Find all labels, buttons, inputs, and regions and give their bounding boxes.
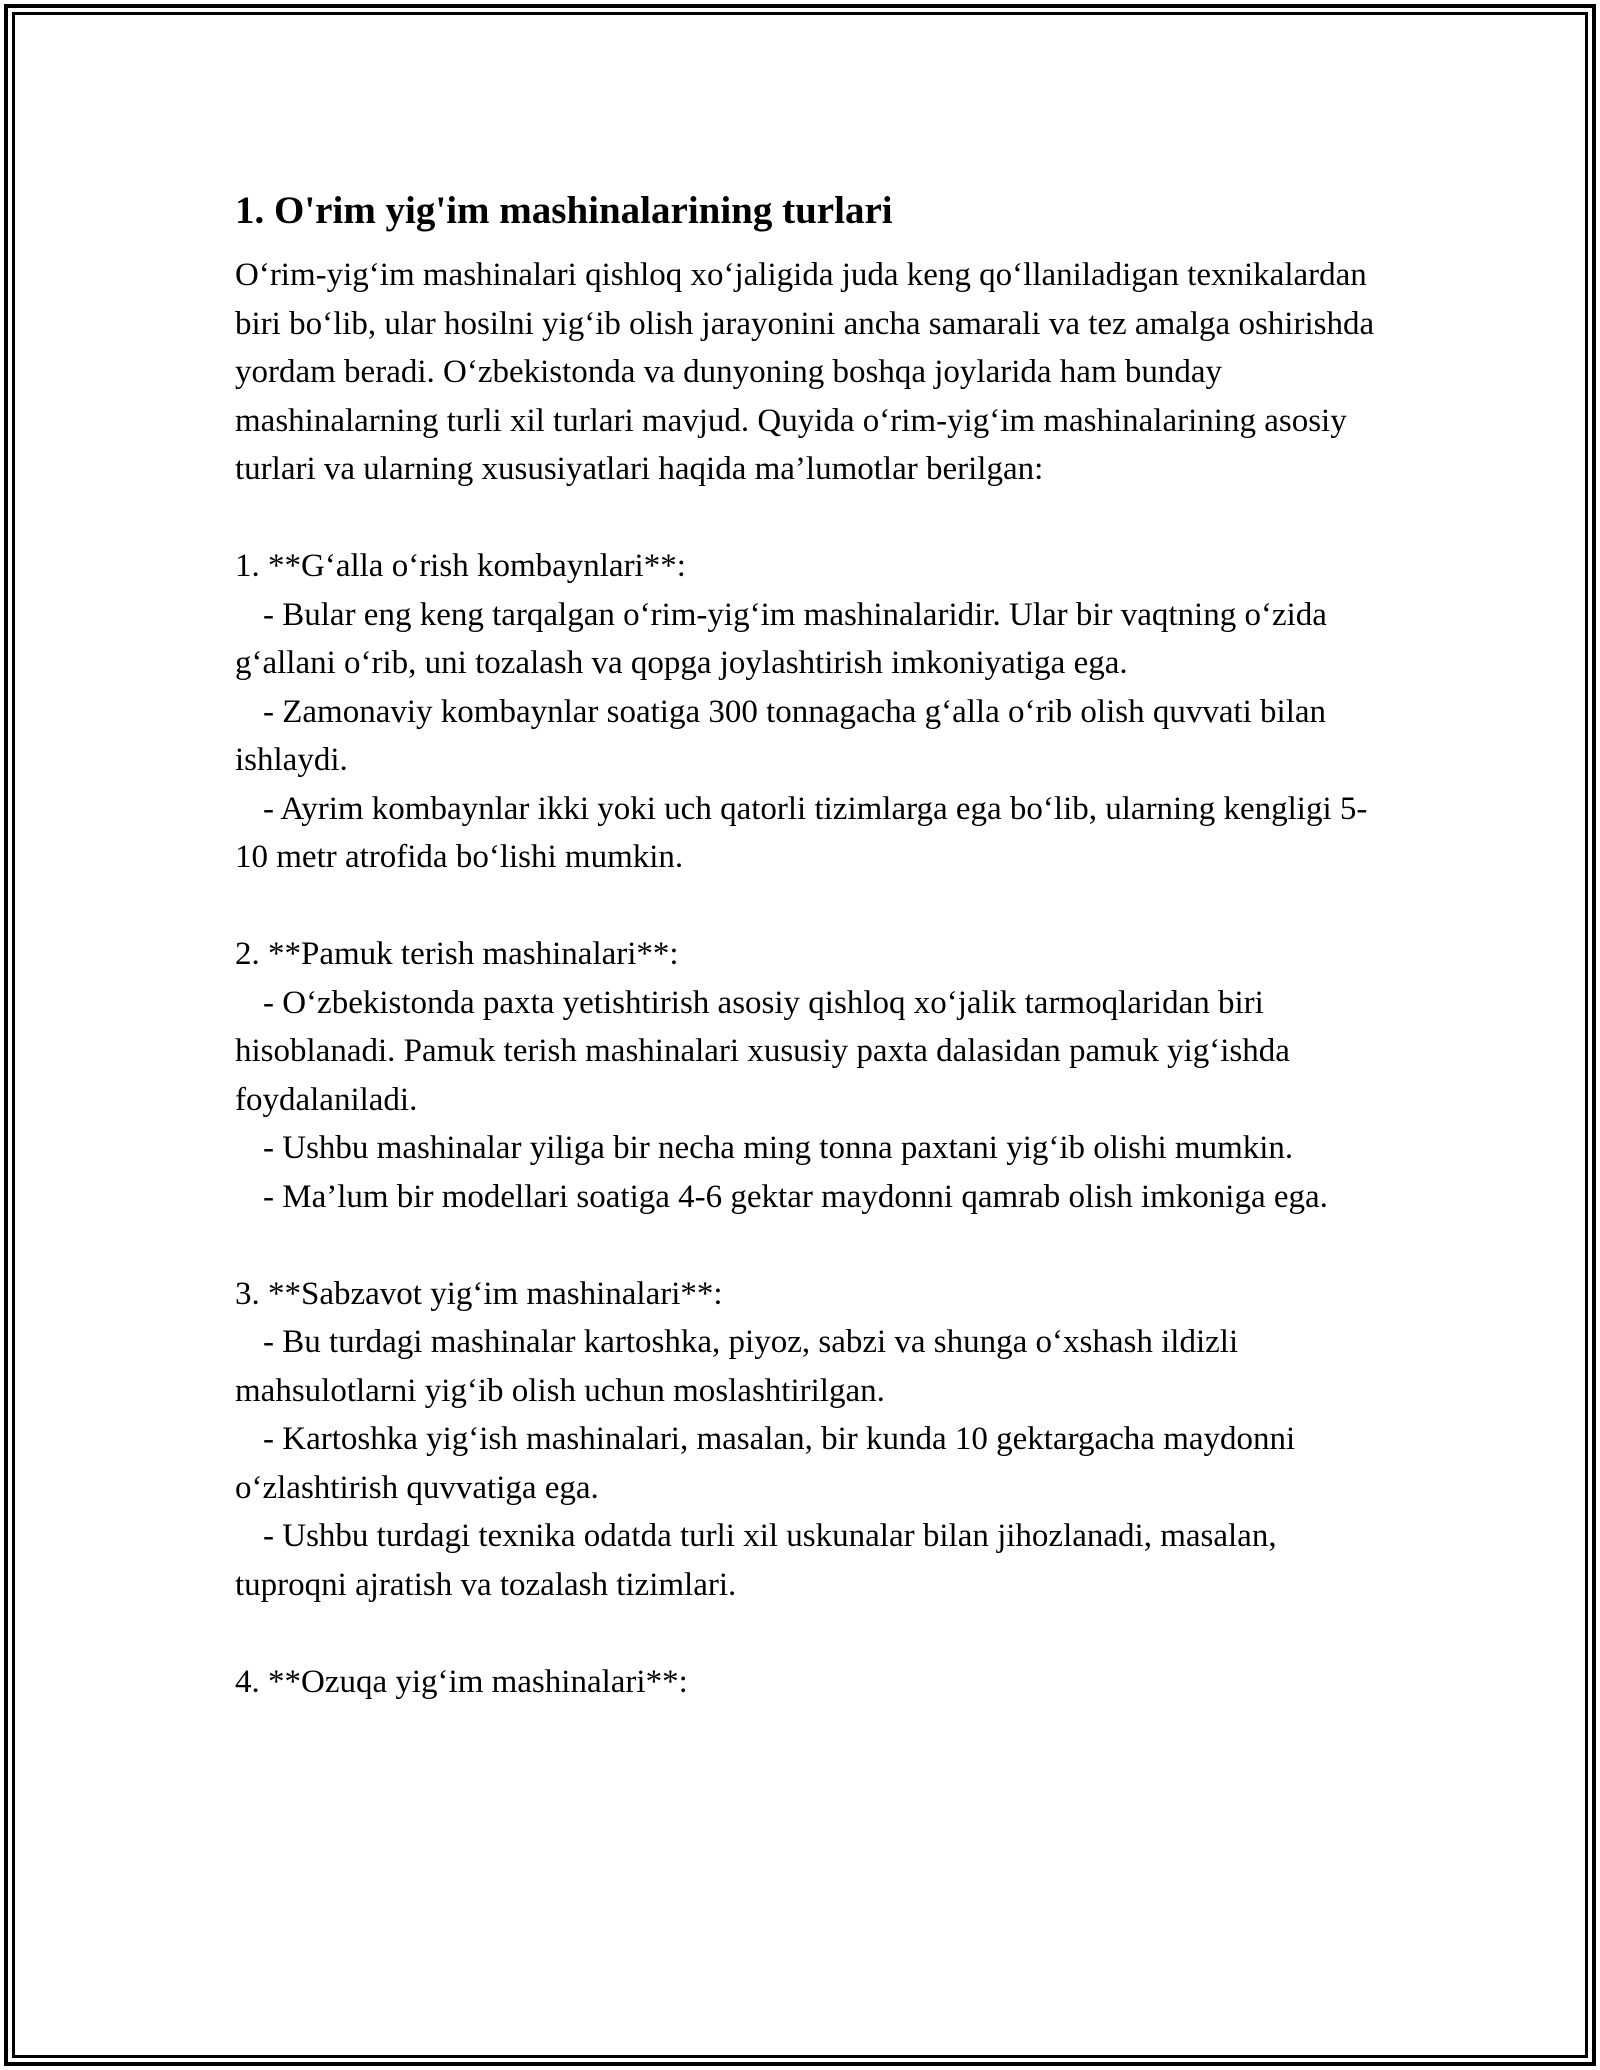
bullet-item: - Kartoshka yig‘ish mashinalari, masalan, bir kunda 10 gektargacha maydonni o‘zlashtirish quvvatiga ega. — [235, 1421, 1296, 1506]
bullet-item: - Ushbu turdagi texnika odatda turli xil uskunalar bilan jihozlanadi, masalan, tuproqni ajratish va tozalash tizimlari. — [235, 1518, 1277, 1603]
bullet-item: - Zamonaviy kombaynlar soatiga 300 tonnagacha g‘alla o‘rib olish quvvati bilan ishlaydi. — [235, 693, 1327, 778]
intro-paragraph: O‘rim-yig‘im mashinalari qishloq xo‘jaligida juda keng qo‘llaniladigan texnikalardan biri bo‘lib, ular hosilni yig‘ib olish jarayonini ancha samarali va tez amalga oshirishda yordam beradi. O‘zbekistonda va dunyoning boshqa joylarida ham bunday mashinalarning turli xil turlari mavjud. Quyida o‘rim-yig‘im mashinalarining asosiy turlari va ularning xususiyatlari haqida ma’lumotlar berilgan: — [235, 257, 1375, 487]
section-title: 4. **Ozuqa yig‘im mashinalari**: — [235, 1663, 688, 1700]
section-title: 1. **G‘alla o‘rish kombaynlari**: — [235, 548, 686, 584]
bullet-item: - O‘zbekistonda paxta yetishtirish asosiy qishloq xo‘jalik tarmoqlaridan biri hisoblanadi. Pamuk terish mashinalari xususiy paxta dalasidan pamuk yig‘ishda foydalaniladi. — [235, 984, 1290, 1118]
bullet-item: - Bular eng keng tarqalgan o‘rim-yig‘im mashinalaridir. Ular bir vaqtning o‘zida g‘allani o‘rib, uni tozalash va qopga joylashtirish imkoniyatiga ega. — [235, 596, 1327, 681]
bullet-item: - Bu turdagi mashinalar kartoshka, piyoz, sabzi va shunga o‘xshash ildizli mahsulotlarni yig‘ib olish uchun moslashtirilgan. — [235, 1324, 1239, 1409]
document-heading: 1. O'rim yig'im mashinalarining turlari — [235, 189, 893, 232]
bullet-item: - Ushbu mashinalar yiliga bir necha ming tonna paxtani yig‘ib olishi mumkin. — [263, 1130, 1294, 1166]
section-combines — [235, 542, 1375, 882]
section-forage-harvesters — [235, 1658, 1375, 1707]
bullet-item: - Ma’lum bir modellari soatiga 4-6 gektar maydonni qamrab olish imkoniga ega. — [263, 1178, 1328, 1215]
section-title: 3. **Sabzavot yig‘im mashinalari**: — [235, 1275, 723, 1312]
document-body — [235, 185, 1375, 1706]
section-title: 2. **Pamuk terish mashinalari**: — [235, 936, 679, 972]
section-cotton-pickers — [235, 930, 1375, 1221]
bullet-item: - Ayrim kombaynlar ikki yoki uch qatorli tizimlarga ega bo‘lib, ularning kengligi 5-10 metr atrofida bo‘lishi mumkin. — [235, 790, 1368, 875]
section-vegetable-harvesters — [235, 1270, 1375, 1610]
